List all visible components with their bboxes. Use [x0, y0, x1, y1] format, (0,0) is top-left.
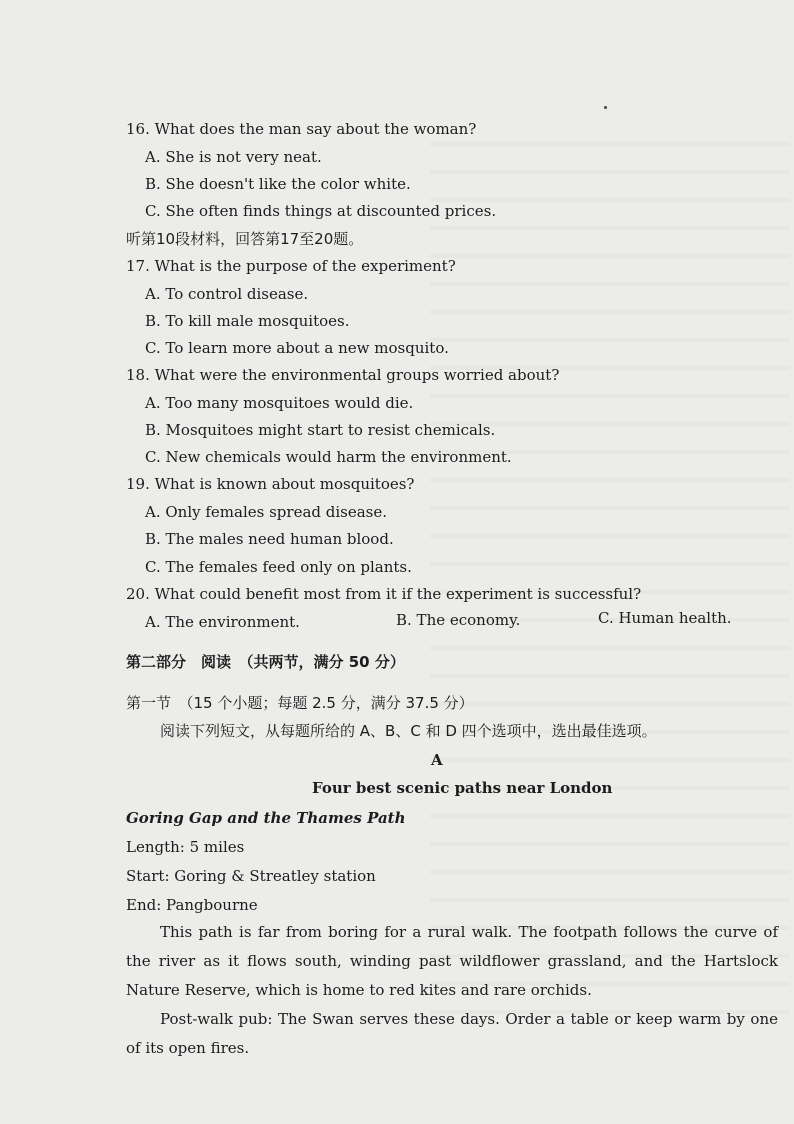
bleed-through-texture: [430, 120, 790, 1020]
question-17: 17. What is the purpose of the experiment?: [126, 257, 456, 275]
q19-option-b: B. The males need human blood.: [145, 530, 394, 548]
q20-option-c: C. Human health.: [598, 609, 732, 627]
page-mark: [604, 106, 607, 109]
path-end: End: Pangbourne: [126, 896, 258, 914]
q18-option-a: A. Too many mosquitoes would die.: [145, 394, 414, 412]
section-one-title: 第一节 （15 个小题；每题 2.5 分，满分 37.5 分）: [126, 694, 474, 712]
passage-title: Four best scenic paths near London: [312, 779, 613, 797]
question-18: 18. What were the environmental groups worried about?: [126, 366, 560, 384]
q20-option-b: B. The economy.: [396, 611, 521, 629]
path-description: This path is far from boring for a rural walk. The footpath follows the curve of the river as it flows south, winding past wildflower grassland, and the Hartslock Nature Reserve, which is home to red kites and rare orchids.: [126, 923, 778, 999]
reading-instruction: 阅读下列短文，从每题所给的 A、B、C 和 D 四个选项中，选出最佳选项。: [160, 722, 657, 740]
path-length: Length: 5 miles: [126, 838, 245, 856]
question-19: 19. What is known about mosquitoes?: [126, 475, 415, 493]
path-start: Start: Goring & Streatley station: [126, 867, 376, 885]
q16-option-a: A. She is not very neat.: [145, 148, 322, 166]
path-name: Goring Gap and the Thames Path: [126, 809, 406, 827]
q18-option-c: C. New chemicals would harm the environment.: [145, 448, 512, 466]
q18-option-b: B. Mosquitoes might start to resist chemicals.: [145, 421, 496, 439]
question-16: 16. What does the man say about the woman?: [126, 120, 477, 138]
q16-option-c: C. She often finds things at discounted prices.: [145, 202, 497, 220]
passage-letter: A: [431, 751, 443, 769]
q17-option-a: A. To control disease.: [145, 285, 309, 303]
q20-option-a: A. The environment.: [145, 613, 300, 631]
q19-option-a: A. Only females spread disease.: [145, 503, 388, 521]
section-10-instruction: 听第10段材料，回答第17至20题。: [126, 230, 364, 248]
part-two-title: 第二部分 阅读 （共两节，满分 50 分）: [126, 653, 405, 671]
post-walk-pub: Post-walk pub: The Swan serves these days. Order a table or keep warm by one of its open fires.: [126, 1010, 778, 1057]
q19-option-c: C. The females feed only on plants.: [145, 558, 412, 576]
q17-option-b: B. To kill male mosquitoes.: [145, 312, 350, 330]
q17-option-c: C. To learn more about a new mosquito.: [145, 339, 449, 357]
q16-option-b: B. She doesn't like the color white.: [145, 175, 411, 193]
question-20: 20. What could benefit most from it if the experiment is successful?: [126, 585, 642, 603]
